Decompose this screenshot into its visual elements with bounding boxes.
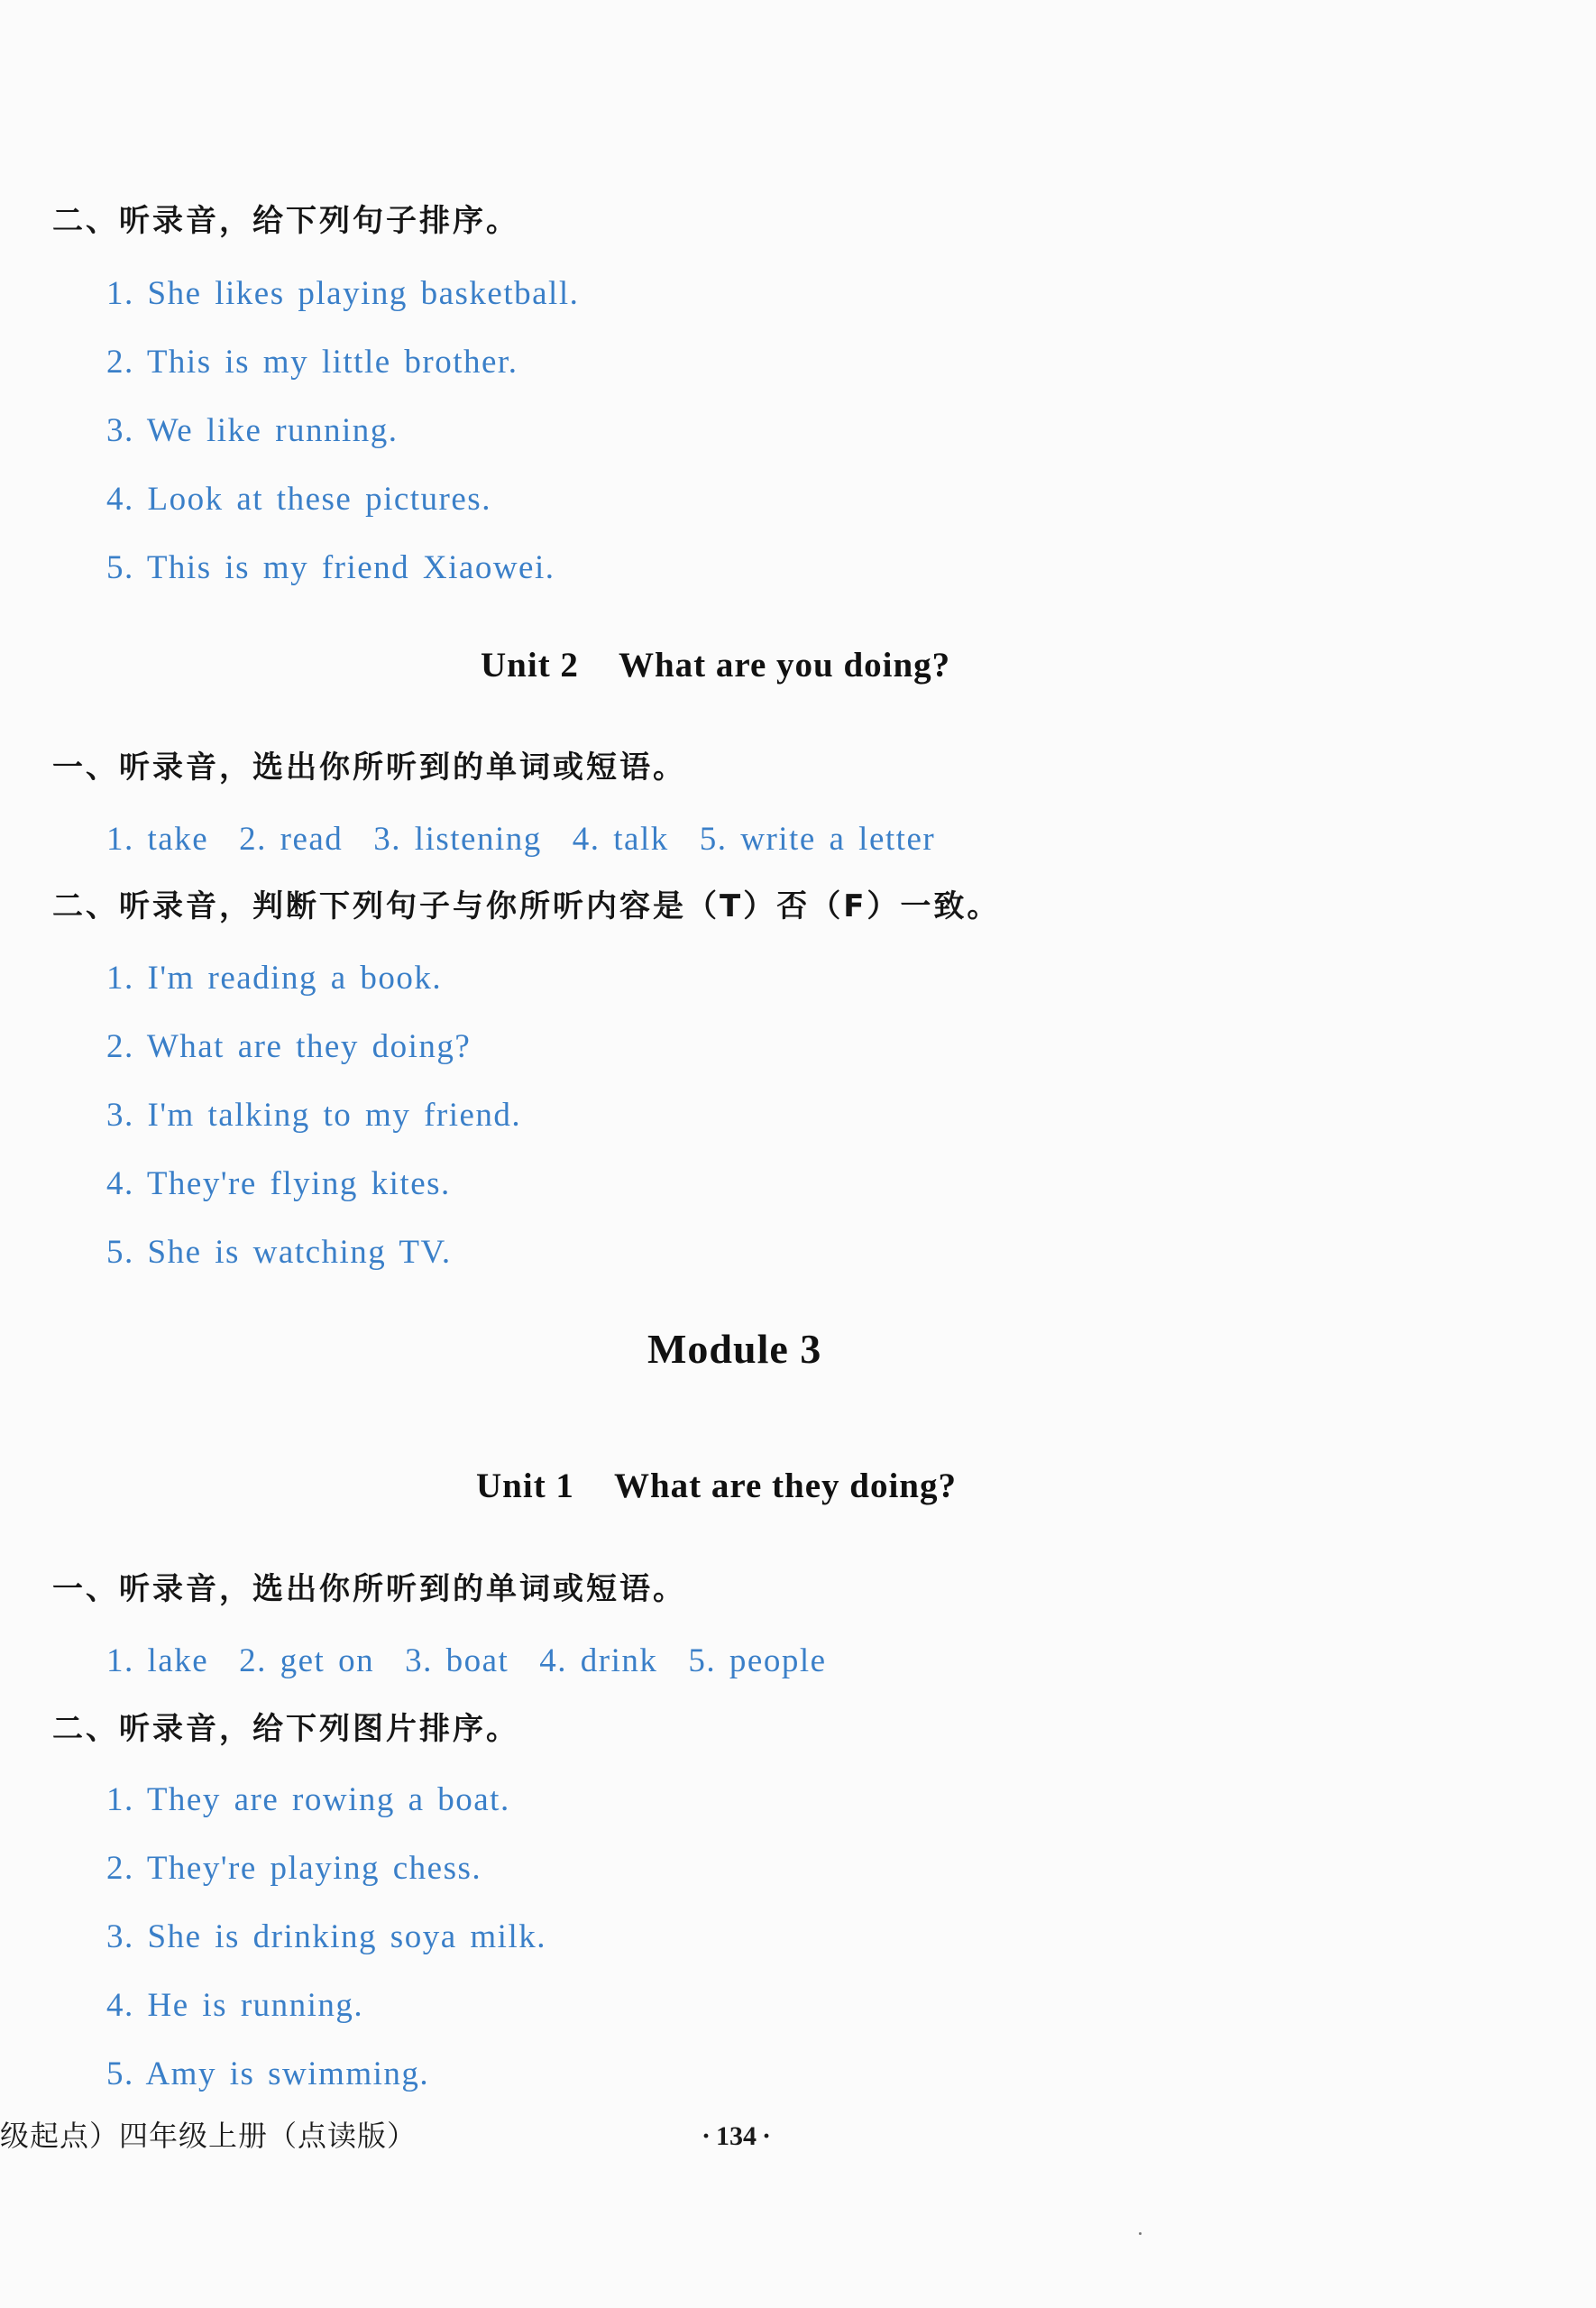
answer-line: 3. We like running. [106, 412, 399, 449]
unit-title [476, 1468, 957, 1503]
answer-word-list [106, 823, 966, 856]
unit-name: What are you doing? [618, 646, 951, 685]
answer-word: 5. people [688, 1642, 827, 1679]
answer-word: 2. get on [239, 1642, 375, 1679]
answer-line: 2. This is my little brother. [106, 344, 518, 381]
book-info: 级起点）四年级上册（点读版） [0, 2119, 417, 2152]
answer-line: 5. She is watching TV. [106, 1234, 452, 1271]
unit-number: Unit 2 [481, 646, 579, 685]
section-heading: 二、听录音，判断下列句子与你所听内容是（T）否（F）一致。 [52, 888, 1001, 924]
answer-line: 1. They are rowing a boat. [106, 1781, 510, 1818]
answer-word: 1. take [106, 821, 209, 858]
answer-line: 1. I'm reading a book. [106, 960, 443, 997]
unit-number: Unit 1 [476, 1467, 574, 1505]
page-dot: · [702, 2121, 711, 2151]
page-dot: · [762, 2121, 772, 2151]
answer-line: 4. Look at these pictures. [106, 481, 491, 518]
answer-word: 4. drink [539, 1642, 658, 1679]
answer-word: 4. talk [572, 821, 669, 858]
answer-word: 3. listening [373, 821, 542, 858]
answer-word-list [106, 1644, 858, 1678]
section-heading: 一、听录音，选出你所听到的单词或短语。 [52, 1571, 686, 1607]
answer-line: 4. They're flying kites. [106, 1165, 451, 1202]
answer-line: 1. She likes playing basketball. [106, 275, 580, 312]
answer-line: 5. Amy is swimming. [106, 2055, 430, 2092]
answer-line: 2. What are they doing? [106, 1028, 472, 1065]
answer-line: 3. I'm talking to my friend. [106, 1097, 522, 1134]
answer-line: 4. He is running. [106, 1987, 364, 2024]
section-heading: 二、听录音，给下列图片排序。 [52, 1711, 519, 1747]
section-heading: 一、听录音，选出你所听到的单词或短语。 [52, 749, 686, 786]
unit-name: What are they doing? [613, 1467, 957, 1505]
page-number [696, 2123, 776, 2150]
answer-word: 2. read [239, 821, 344, 858]
answer-word: 3. boat [405, 1642, 509, 1679]
module-title: Module 3 [647, 1326, 822, 1372]
scan-speck [1139, 2232, 1142, 2235]
answer-line: 3. She is drinking soya milk. [106, 1918, 546, 1955]
page-number-value: 134 [716, 2121, 757, 2151]
unit-title [481, 648, 950, 683]
answer-word: 1. lake [106, 1642, 209, 1679]
section-heading: 二、听录音，给下列句子排序。 [52, 203, 519, 239]
answer-word: 5. write a letter [699, 821, 936, 858]
answer-line: 5. This is my friend Xiaowei. [106, 549, 555, 586]
answer-line: 2. They're playing chess. [106, 1850, 482, 1887]
